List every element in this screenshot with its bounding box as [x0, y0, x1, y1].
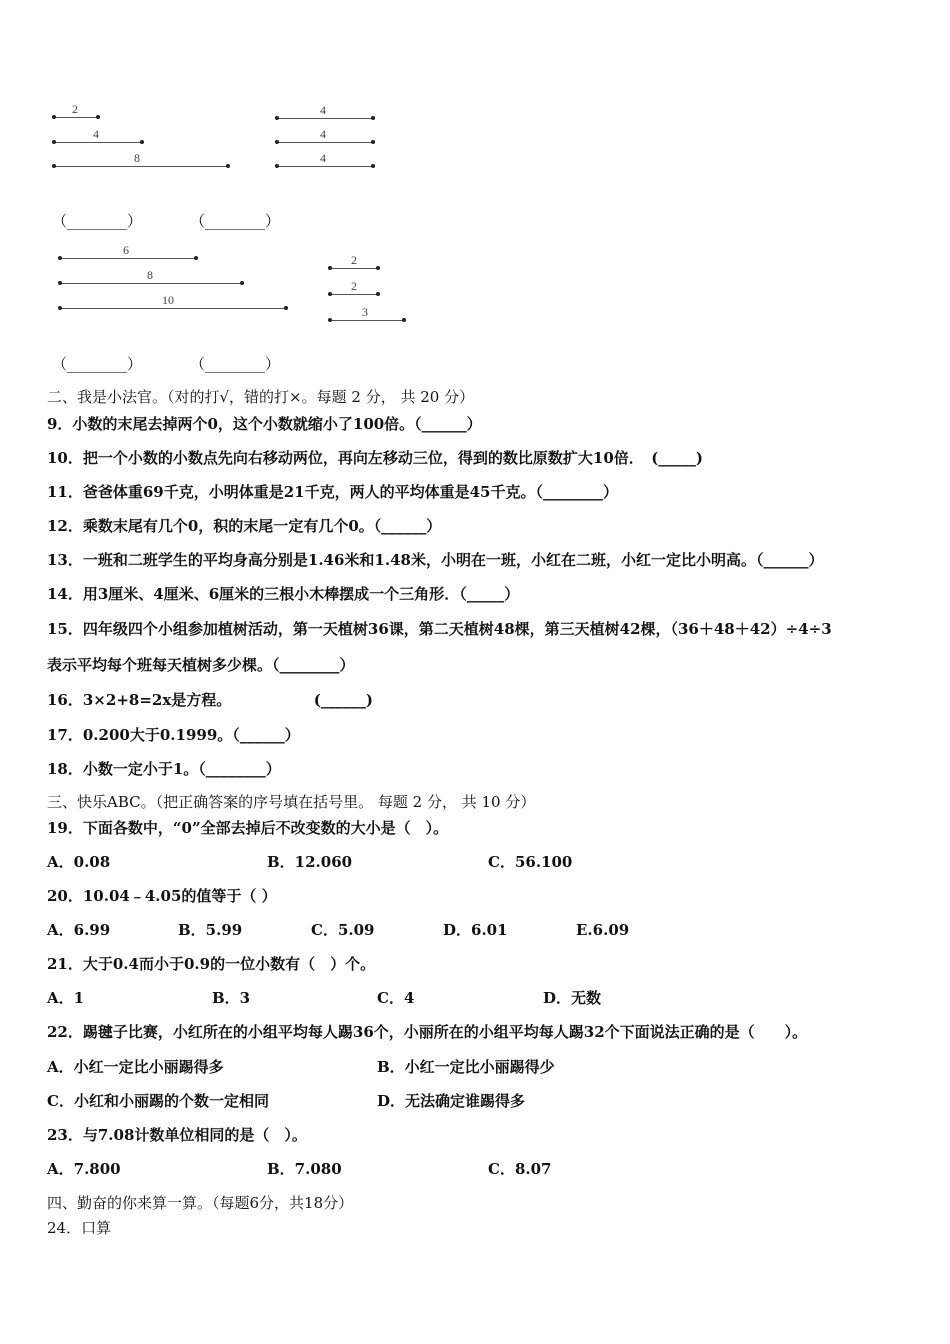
option-c[interactable]: C．小红和小丽踢的个数一定相同 [47, 1092, 269, 1110]
segment-label: 10 [162, 293, 174, 307]
segment-label: 2 [351, 279, 357, 293]
segment-label: 6 [123, 243, 129, 257]
question-21: 21．大于0.4而小于0.9的一位小数有（ ）个。 [47, 955, 376, 973]
section-3-title: 三、快乐ABC。（把正确答案的序号填在括号里。 每题 2 分， 共 10 分） [47, 793, 536, 811]
question-16: 16．3×2+8=2x是方程。 (______) [47, 691, 373, 709]
answer-blank[interactable]: （________） [190, 212, 281, 230]
question-15: 15．四年级四个小组参加植树活动，第一天植树36课，第二天植树48棵，第三天植树42棵，（36＋48＋42）÷4÷3 [47, 620, 832, 638]
segment-label: 8 [134, 151, 140, 165]
question-10: 10．把一个小数的小数点先向右移动两位，再向左移动三位，得到的数比原数扩大10倍． (_____) [47, 449, 703, 467]
option-c[interactable]: C．5.09 [311, 921, 375, 939]
option-c[interactable]: C．56.100 [488, 853, 573, 871]
segment-label: 4 [320, 127, 326, 141]
option-b[interactable]: B．3 [212, 989, 251, 1007]
question-18: 18．小数一定小于1。（________） [47, 760, 281, 778]
segment-label: 4 [320, 151, 326, 165]
question-17: 17．0.200大于0.1999。（______） [47, 726, 300, 744]
option-c[interactable]: C．4 [377, 989, 415, 1007]
question-13: 13．一班和二班学生的平均身高分别是1.46米和1.48米，小明在一班，小红在二班，小红一定比小明高。（______） [47, 551, 824, 569]
option-d[interactable]: D．无数 [543, 989, 602, 1007]
option-c[interactable]: C．8.07 [488, 1160, 552, 1178]
option-e[interactable]: E.6.09 [576, 921, 630, 939]
segment-label: 2 [351, 253, 357, 267]
section-4-title: 四、勤奋的你来算一算。（每题6分，共18分） [47, 1194, 354, 1212]
segment-label: 8 [147, 268, 153, 282]
question-11: 11．爸爸体重69千克，小明体重是21千克，两人的平均体重是45千克。（________） [47, 483, 618, 501]
section-2-title: 二、我是小法官。（对的打√，错的打×。每题 2 分， 共 20 分） [47, 388, 475, 406]
option-a[interactable]: A．7.800 [47, 1160, 121, 1178]
question-15-continued: 表示平均每个班每天植树多少棵。（________） [47, 656, 355, 674]
option-a[interactable]: A．0.08 [47, 853, 111, 871]
option-b[interactable]: B．5.99 [178, 921, 243, 939]
option-d[interactable]: D．6.01 [443, 921, 508, 939]
answer-blank[interactable]: （________） [52, 212, 143, 230]
question-12: 12．乘数末尾有几个0，积的末尾一定有几个0。（______） [47, 517, 442, 535]
question-14: 14．用3厘米、4厘米、6厘米的三根小木棒摆成一个三角形．（_____） [47, 585, 520, 603]
option-b[interactable]: B．12.060 [267, 853, 353, 871]
segment-label: 4 [93, 127, 99, 141]
question-23: 23．与7.08计数单位相同的是（ ）。 [47, 1126, 307, 1144]
question-20: 20．10.04﹣4.05的值等于（ ） [47, 887, 277, 905]
question-19: 19．下面各数中，“0”全部去掉后不改变数的大小是（ ）。 [47, 819, 449, 837]
answer-blank[interactable]: （________） [52, 355, 143, 373]
segment-label: 4 [320, 103, 326, 117]
question-24: 24．口算 [47, 1219, 112, 1237]
question-22: 22．踢毽子比赛，小红所在的小组平均每人踢36个，小丽所在的小组平均每人踢32个下面说法正确的是（ ）。 [47, 1023, 808, 1041]
option-a[interactable]: A．6.99 [47, 921, 111, 939]
option-a[interactable]: A．小红一定比小丽踢得多 [47, 1058, 224, 1076]
question-9: 9．小数的末尾去掉两个0，这个小数就缩小了100倍。（______） [47, 415, 482, 433]
segment-label: 2 [72, 102, 78, 116]
segment-label: 3 [362, 305, 368, 319]
option-d[interactable]: D．无法确定谁踢得多 [377, 1092, 526, 1110]
option-a[interactable]: A．1 [47, 989, 85, 1007]
option-b[interactable]: B．小红一定比小丽踢得少 [377, 1058, 555, 1076]
answer-blank[interactable]: （________） [190, 355, 281, 373]
option-b[interactable]: B．7.080 [267, 1160, 342, 1178]
